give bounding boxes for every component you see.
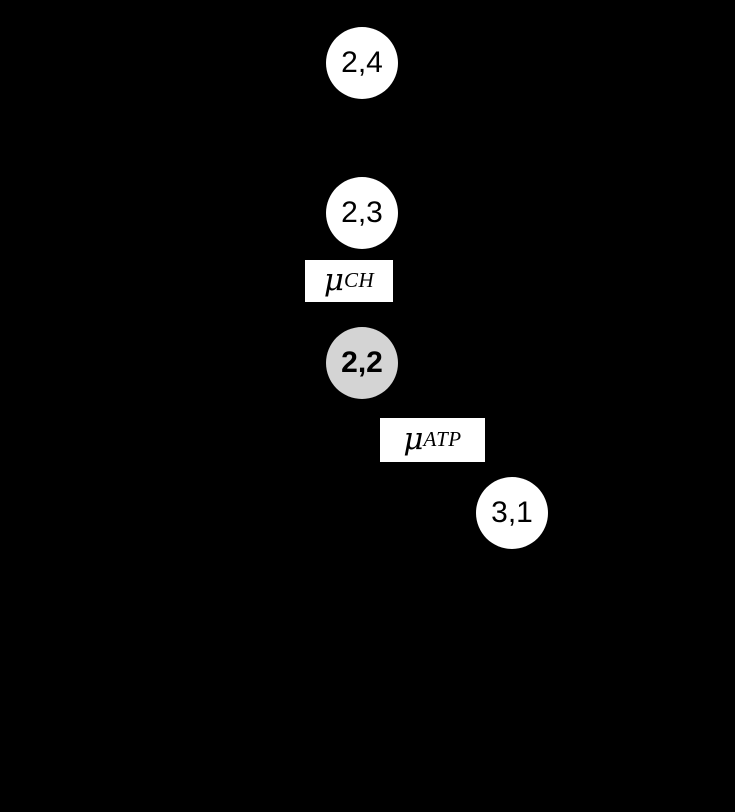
mu-symbol: μ [323,261,344,298]
edge-label-mu-ch [305,260,393,302]
node-2-3-label: 2,3 [341,196,383,229]
edge-2-4-to-2-3 [361,98,364,182]
mu-ch-subscript: CH [343,267,375,292]
mu-symbol: μ [403,420,424,457]
node-2-3[interactable] [326,177,398,249]
edge-label-mu-atp [380,418,485,462]
node-3-1-label: 3,1 [491,496,533,529]
mu-atp-subscript: ATP [423,426,462,451]
node-2-4[interactable] [326,27,398,99]
node-2-4-label: 2,4 [341,46,383,79]
node-3-1[interactable] [476,477,548,549]
node-2-2-label: 2,2 [341,346,383,379]
node-2-2[interactable] [326,327,398,399]
